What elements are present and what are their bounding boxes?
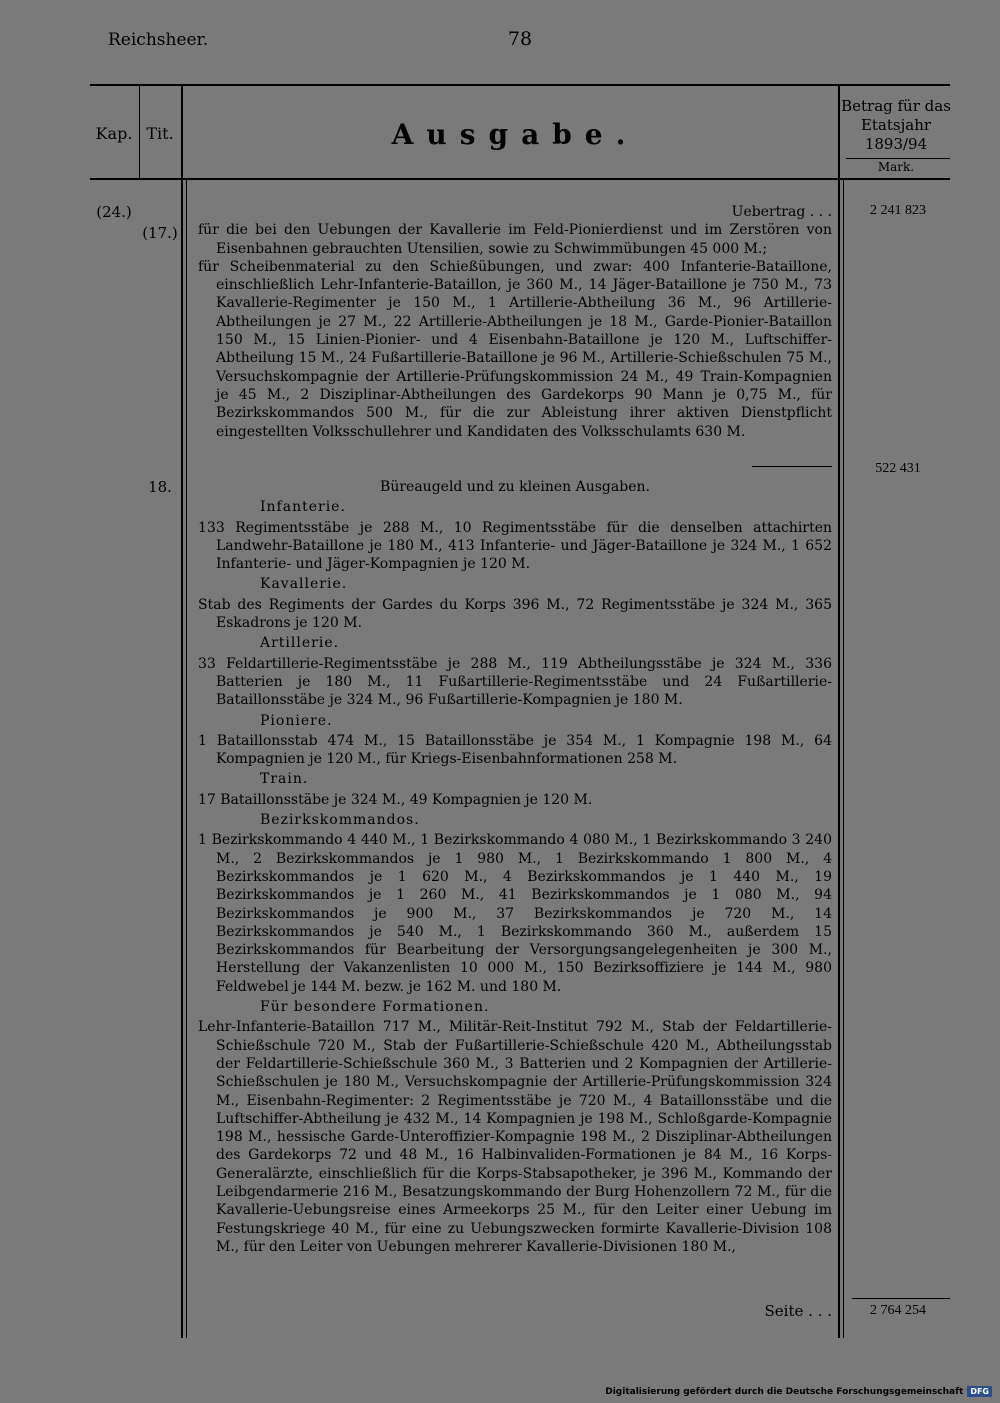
seite-amount: 2 764 254 [870,1303,926,1318]
subtotal-amount: 522 431 [875,461,921,476]
paragraph-pioniere: 1 Bataillonsstab 474 M., 15 Bataillonsstäbe je 354 M., 1 Kompagnie 198 M., 64 Kompagnien je 120 M., für Kriegs-Eisenbahnformationen 258 M. [198,732,832,768]
subheading-infanterie: Infanterie. [260,499,346,516]
paragraph-bezirkskommandos: 1 Bezirkskommando 4 440 M., 1 Bezirkskommando 4 080 M., 1 Bezirkskommando 3 240 M., 2 Bezirkskommandos je 1 980 M., 1 Bezirkskommando 1 800 M., 4 Bezirkskommandos je 1 620 M., 4 Bezirkskommandos je 1 440 M., 19 Bezirkskommandos je 1 260 M., 41 Bezirkskommandos je 1 080 M., 94 Bezirkskommandos je 900 M., 37 Bezirkskommandos je 720 M., 14 Bezirkskommandos je 540 M., 1 Bezirkskommando 360 M., außerdem 15 Bezirkskommandos für Bearbeitung der Versorgungsangelegenheiten je 300 M., Herstellung der Vakanzenlisten 10 000 M., 150 Bezirksoffiziere je 144 M., 980 Feldwebel je 144 M. bezw. je 162 M. und 180 M. [198,832,832,995]
subheading-artillerie: Artillerie. [260,635,340,652]
page-title: Ausgabe. [391,118,639,151]
tit-divider-inner [186,180,187,1338]
dfg-logo-icon: DFG [967,1386,992,1397]
credit-text: Digitalisierung gefördert durch die Deutsche Forschungsgemeinschaft [605,1386,964,1397]
amount-header-label: Betrag für das Etatsjahr 1893/94 [841,97,951,153]
paragraph-besondere-formationen: Lehr-Infanterie-Bataillon 717 M., Militär-Reit-Institut 792 M., Stab der Feldartillerie-Schießschule 720 M., Stab der Fußartillerie-Schießschule 420 M., Abtheilungsstab der Feldartillerie-Schießschule 360 M., 3 Batterien und 2 Kompagnien der Artillerie-Schießschulen je 180 M., Versuchskompagnie der Artillerie-Prüfungskommission 324 M., Eisenbahn-Regimenter: 2 Regimentsstäbe je 720 M., 4 Bataillonsstäbe und die Luftschiffer-Abtheilung je 432 M., 14 Kompagnien je 198 M., Schloßgarde-Kompagnie 198 M., hessische Garde-Unteroffizier-Kompagnie 198 M., 2 Disziplinar-Abtheilungen des Gardekorps 72 und 48 M., 16 Halbinvaliden-Formationen je 84 M., 16 Korps-Generalärzte, einschließlich für die Korps-Stabsapotheker, je 396 M., Kommando der Leibgendarmerie 216 M., Besatzungskommando der Burg Hohenzollern 72 M., für die Kavallerie-Uebungsreise eines Armeekorps 25 M., für den Leiter einer Uebung im Festungskriege 40 M., für eine zu Uebungszwecken formirte Kavallerie-Division 108 M., für den Leiter von Uebungen mehrerer Kavallerie-Divisionen 180 M., [198,1019,832,1255]
amount-divider-inner [843,180,844,1338]
paragraph-infanterie: 133 Regimentsstäbe je 288 M., 10 Regimentsstäbe für die denselben attachirten Landwehr-Bataillone je 180 M., 413 Infanterie- und Jäger-Bataillone je 324 M., 1 652 Infanterie- und Jäger-Kompagnien je 120 M. [198,519,832,573]
digitization-credit [605,1386,992,1397]
subheading-pioniere: Pioniere. [260,712,333,729]
column-header-amount [840,97,952,177]
subtotal-rule [752,466,832,467]
paragraph-kavallerie: Stab des Regiments der Gardes du Korps 396 M., 72 Regimentsstäbe je 324 M., 365 Eskadrons je 120 M. [198,596,832,632]
seite-rule [852,1298,950,1299]
seite-label: Seite . . . [764,1302,832,1320]
top-rule [90,84,950,86]
header-rule [90,178,950,180]
uebertrag-label: Uebertrag . . . [731,204,832,220]
uebertrag-amount: 2 241 823 [870,203,926,218]
kapitel-number: (24.) [96,203,132,221]
expense-text [198,203,832,441]
expense-text-18 [198,478,832,1256]
paragraph-kavallerie-utensilien: für die bei den Uebungen der Kavallerie im Feld-Pionierdienst und im Zerstören von Eisenbahnen gebrauchten Utensilien, sowie zu Schwimmübungen 45 000 M.; [198,222,832,257]
subheading-kavallerie: Kavallerie. [260,576,348,593]
titel-number-18: 18. [148,478,172,496]
paragraph-artillerie: 33 Feldartillerie-Regimentsstäbe je 288 M., 119 Abtheilungsstäbe je 324 M., 336 Batterien je 180 M., 11 Fußartillerie-Regimentsstäbe und 24 Fußartillerie-Bataillonsstäbe je 324 M., 96 Fußartillerie-Kompagnien je 180 M. [198,655,832,709]
subheading-train: Train. [260,771,309,788]
paragraph-train: 17 Bataillonsstäbe je 324 M., 49 Kompagnien je 120 M. [198,791,593,808]
subheading-bezirkskommandos: Bezirkskommandos. [260,812,420,829]
page-number: 78 [507,28,533,50]
paragraph-scheibenmaterial: für Scheibenmaterial zu den Schießübungen, und zwar: 400 Infanterie-Bataillone, einschließlich Lehr-Infanterie-Bataillon, je 360 M., 14 Jäger-Bataillone je 750 M., 73 Kavallerie-Regimenter je 150 M., 1 Artillerie-Abtheilung 36 M., 96 Artillerie-Abtheilungen je 27 M., 22 Artillerie-Abtheilungen je 18 M., Garde-Pionier-Bataillon 150 M., 15 Linien-Pionier- und 4 Eisenbahn-Bataillone je 120 M., Luftschiffer-Abtheilung 15 M., 24 Fußartillerie-Bataillone je 96 M., Artillerie-Schießschulen 75 M., Versuchskompagnie der Artillerie-Prüfungskommission 24 M., 49 Train-Kompagnien je 45 M., 2 Disziplinar-Abtheilungen des Gardekorps 90 Mann je 0,75 M., für Bezirkskommandos 500 M., für die zur Ableistung ihrer aktiven Dienstpflicht eingestellten Volksschullehrer und Kandidaten des Volksschulamts 630 M. [198,258,832,440]
titel-number-17: (17.) [142,224,178,242]
amount-divider [838,86,840,1338]
amount-unit-label: Mark. [877,160,915,174]
column-header-tit: Tit. [146,124,174,143]
running-head: Reichsheer. [108,30,209,50]
subheading-besondere-formationen: Für besondere Formationen. [260,999,490,1016]
section-heading-bureaugeld: Büreaugeld und zu kleinen Ausgaben. [380,479,650,495]
column-header-kap: Kap. [95,124,133,143]
tit-divider [181,86,183,1338]
